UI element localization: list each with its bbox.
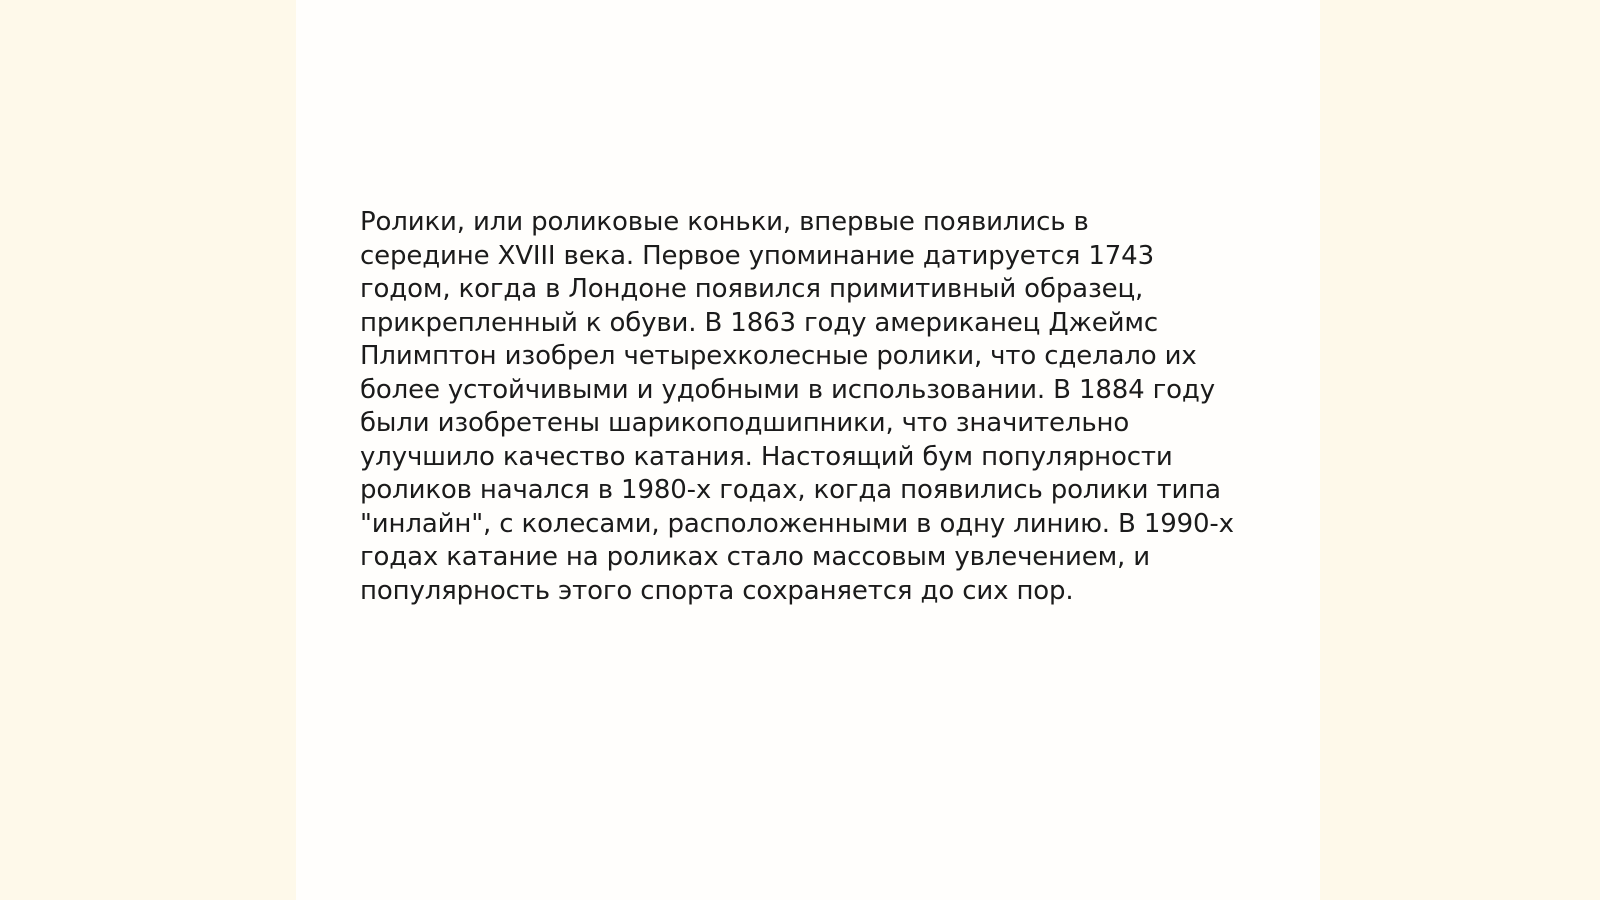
slide	[296, 0, 1320, 900]
paragraph-line: середине XVIII века. Первое упоминание датируется 1743	[360, 240, 1154, 271]
paragraph-line: популярность этого спорта сохраняется до сих пор.	[360, 575, 1074, 606]
paragraph-line: прикрепленный к обуви. В 1863 году американец Джеймс	[360, 307, 1158, 338]
paragraph-line: годах катание на роликах стало массовым увлечением, и	[360, 542, 1151, 572]
paragraph-line: годом, когда в Лондоне появился примитивный образец,	[360, 274, 1144, 304]
paragraph-line: роликов начался в 1980-х годах, когда появились ролики типа	[360, 475, 1221, 505]
paragraph-line: улучшило качество катания. Настоящий бум популярности	[360, 441, 1173, 472]
paragraph-line: "инлайн", с колесами, расположенными в одну линию. В 1990-х	[360, 508, 1234, 539]
paragraph-line: более устойчивыми и удобными в использовании. В 1884 году	[360, 374, 1215, 405]
paragraph-line: были изобретены шарикоподшипники, что значительно	[360, 408, 1130, 438]
paragraph-line: Плимптон изобрел четырехколесные ролики, что сделало их	[360, 341, 1197, 371]
paragraph	[360, 206, 1260, 608]
paragraph-line: Ролики, или роликовые коньки, впервые появились в	[360, 207, 1089, 237]
